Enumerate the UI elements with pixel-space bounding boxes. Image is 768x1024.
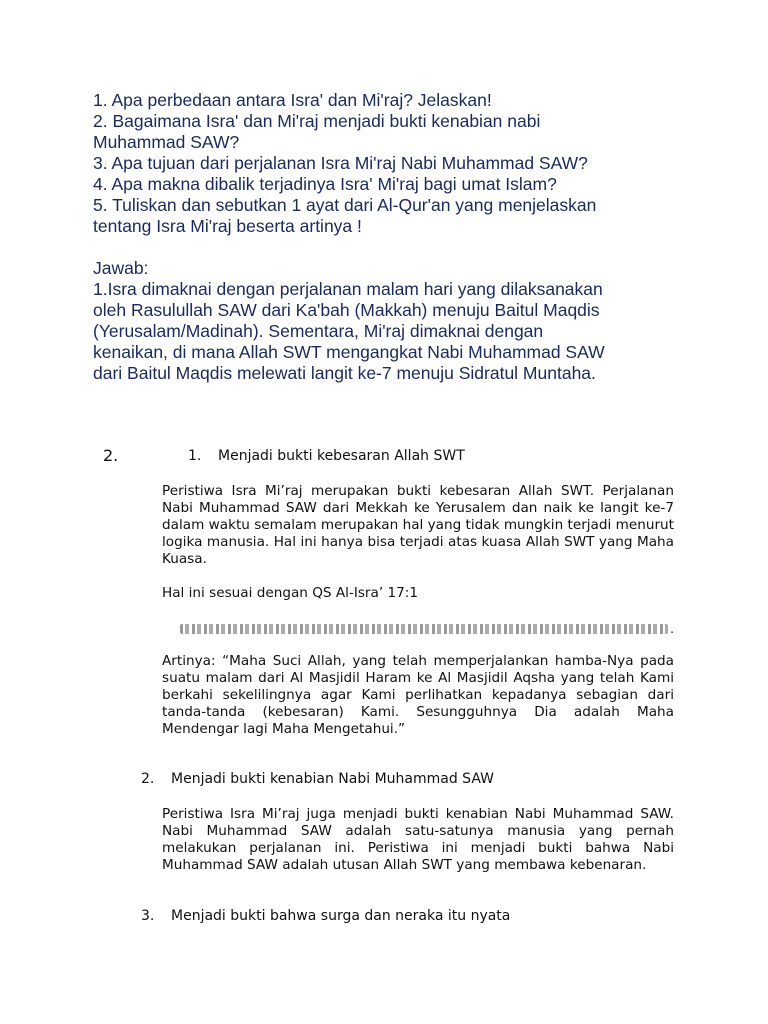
subheading-3: [141, 908, 510, 924]
subheading-number: 2.: [141, 771, 155, 787]
verse-translation: Artinya: “Maha Suci Allah, yang telah memperjalankan hamba-Nya pada suatu malam dari Al Masjidil Haram ke Al Masjidil Aqsha yang telah Kami berkahi sekelilingnya agar Kami perlihatkan kepadanya sebagian dari tanda-tanda (kebesaran) Kami. Sesungguhnya Dia adalah Maha Mendengar lagi Maha Mengetahui.”: [162, 653, 674, 737]
quran-reference: Hal ini sesuai dengan QS Al-Isra’ 17:1: [162, 585, 419, 601]
answer-line: (Yerusalam/Madinah). Sementara, Mi'raj dimaknai dengan: [93, 321, 544, 341]
question-line: 2. Bagaimana Isra' dan Mi'raj menjadi bukti kenabian nabi: [93, 111, 541, 131]
question-line: tentang Isra Mi'raj beserta artinya !: [93, 216, 362, 236]
answer-line: dari Baitul Maqdis melewati langit ke-7 menuju Sidratul Muntaha.: [93, 363, 596, 383]
paragraph: Peristiwa Isra Mi’raj merupakan bukti kebesaran Allah SWT. Perjalanan Nabi Muhammad SAW dari Mekkah ke Yerusalem dan naik ke langit ke-7 dalam waktu semalam merupakan hal yang tidak mungkin terjadi menurut logika manusia. Hal ini hanya bisa terjadi atas kuasa Allah SWT yang Maha Kuasa.: [162, 483, 674, 567]
question-line: 4. Apa makna dibalik terjadinya Isra' Mi'raj bagi umat Islam?: [93, 174, 557, 194]
question-line: 5. Tuliskan dan sebutkan 1 ayat dari Al-Qur'an yang menjelaskan: [93, 195, 597, 215]
subheading-2: [141, 771, 494, 787]
question-line: Muhammad SAW?: [93, 132, 240, 152]
arabic-verse-script: [180, 624, 668, 634]
section-number: 2.: [103, 446, 119, 465]
answer-block: [93, 258, 673, 384]
answer-label: Jawab:: [93, 258, 149, 278]
subheading-title: Menjadi bukti bahwa surga dan neraka itu nyata: [171, 908, 511, 924]
subheading-1: [188, 448, 465, 464]
question-list: [93, 90, 673, 237]
subheading-number: 1.: [188, 448, 202, 464]
question-line: 3. Apa tujuan dari perjalanan Isra Mi'raj Nabi Muhammad SAW?: [93, 153, 588, 173]
answer-line: oleh Rasulullah SAW dari Ka'bah (Makkah) menuju Baitul Maqdis: [93, 300, 600, 320]
subheading-number: 3.: [141, 908, 155, 924]
subheading-title: Menjadi bukti kenabian Nabi Muhammad SAW: [171, 771, 494, 787]
question-line: 1. Apa perbedaan antara Isra' dan Mi'raj? Jelaskan!: [93, 90, 492, 110]
answer-line: kenaikan, di mana Allah SWT mengangkat Nabi Muhammad SAW: [93, 342, 605, 362]
paragraph: Peristiwa Isra Mi’raj juga menjadi bukti kenabian Nabi Muhammad SAW. Nabi Muhammad SAW adalah satu-satunya manusia yang pernah melakukan perjalanan ini. Peristiwa ini menjadi bukti bahwa Nabi Muhammad SAW adalah utusan Allah SWT yang membawa kebenaran.: [162, 806, 674, 873]
verse-end-dot: .: [670, 622, 674, 636]
subheading-title: Menjadi bukti kebesaran Allah SWT: [218, 448, 465, 464]
answer-line: 1.Isra dimaknai dengan perjalanan malam hari yang dilaksanakan: [93, 279, 603, 299]
arabic-verse: [180, 620, 674, 638]
